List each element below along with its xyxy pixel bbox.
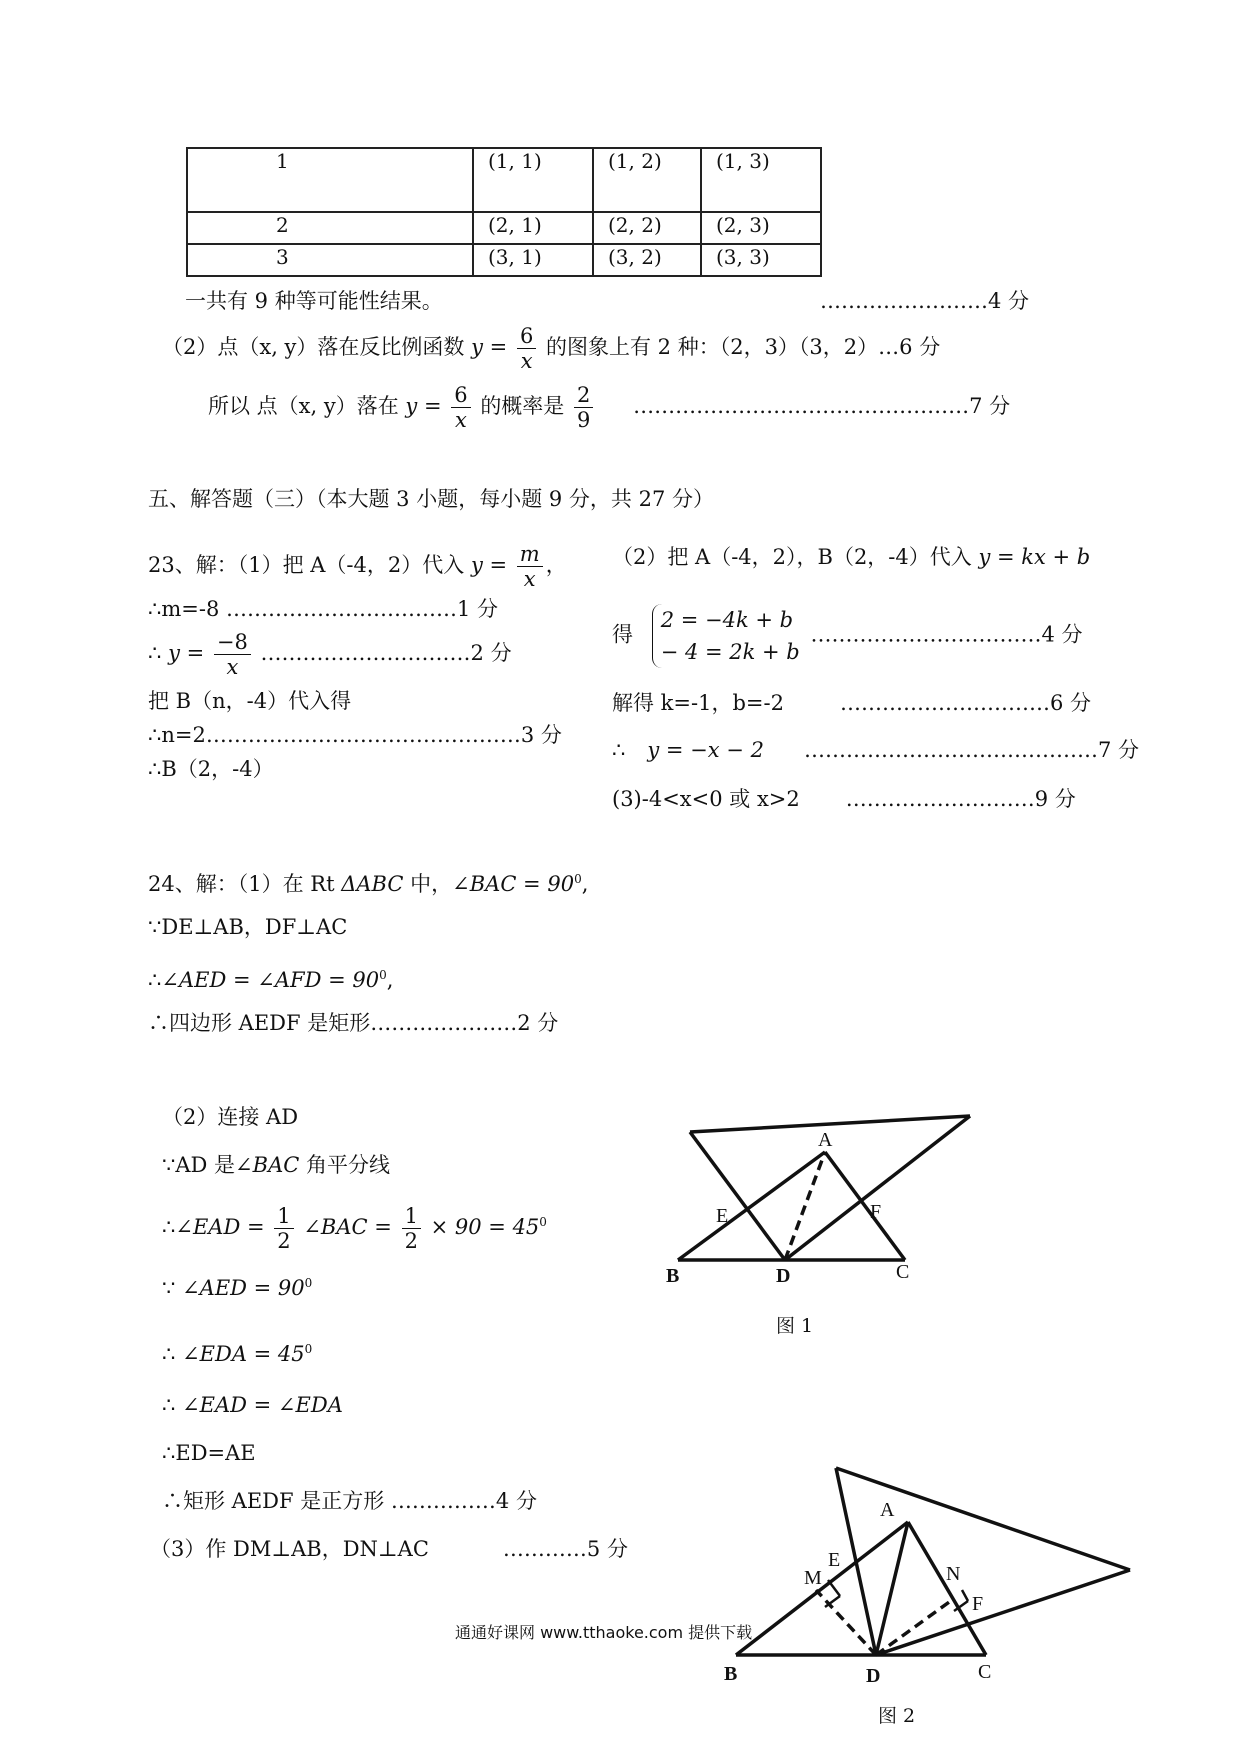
table-cell: (3, 3)	[701, 244, 821, 276]
point-label-d: D	[776, 1265, 791, 1287]
table-cell: (3, 1)	[473, 244, 593, 276]
point-label-b: B	[666, 1265, 680, 1287]
point-label-f: F	[870, 1201, 882, 1223]
figure-1-diagram	[660, 1110, 1000, 1340]
q24-part2-2: ∵AD 是∠BAC 角平分线	[162, 1153, 390, 1177]
q23-line-5: ∴n=2………………………………………3 分	[148, 723, 562, 747]
point-label-m: M	[804, 1567, 822, 1589]
q23-line-6: ∴B（2，-4）	[148, 757, 274, 781]
point-label-a: A	[818, 1129, 833, 1151]
point-label-c: C	[978, 1661, 992, 1683]
page-footer: 通通好课网 www.tthaoke.com 提供下载	[455, 1623, 753, 1642]
table-cell: (2, 2)	[593, 212, 701, 244]
q2-line: （2）点（x, y）落在反比例函数 y = $\frac{6}{x}$ 的图象上有 2 种：（2，3）（3，2）…6 分	[162, 324, 941, 373]
table-cell: 1	[187, 148, 473, 212]
point-label-e: E	[716, 1205, 729, 1227]
q24-part3: （3）作 DM⊥AB，DN⊥AC …………5 分	[150, 1537, 628, 1561]
table-cell: (2, 1)	[473, 212, 593, 244]
figure-2-caption: 图 2	[878, 1705, 916, 1727]
figure-2-diagram	[716, 1460, 1146, 1730]
q23-line-1: 23、解：（1）把 A（-4，2）代入 y = $\frac{m}{x}$ ，	[148, 542, 567, 591]
table-cell: (1, 3)	[701, 148, 821, 212]
q24-line-2: ∵DE⊥AB，DF⊥AC	[148, 915, 348, 939]
q23-right-1: （2）把 A（-4，2），B（2，-4）代入 y = kx + b	[612, 545, 1091, 569]
q23-line-3: ∴ y = $\frac{-8}{x}$ …………………………2 分	[148, 630, 512, 679]
total-outcomes-text: 一共有 9 种等可能性结果。	[185, 289, 443, 313]
q23-right-system: 得 2 = −4k + b − 4 = 2k + b ……………………………4 分	[612, 604, 1082, 668]
q24-line-4: ∴四边形 AEDF 是矩形…………………2 分	[148, 1011, 559, 1035]
q23-line-2: ∴m=-8 ……………………………1 分	[148, 597, 499, 621]
point-label-f: F	[972, 1593, 984, 1615]
point-label-n: N	[946, 1563, 961, 1585]
q24-line-1: 24、解：（1）在 Rt ΔABC 中，∠BAC = $90^0$,	[148, 872, 589, 896]
q24-line-3: ∴∠AED = ∠AFD = $90^0$,	[148, 968, 394, 992]
q23-right-3: 解得 k=-1，b=-2 …………………………6 分	[612, 691, 1091, 715]
q23-right-4: ∴ y = −x − 2 ……………………………………7 分	[612, 738, 1139, 762]
probability-line: 所以 点（x, y）落在 y = $\frac{6}{x}$ 的概率是 $\frac{2}{9}$ …………………………………………7 分	[208, 383, 1011, 432]
outcome-table	[186, 147, 822, 277]
point-label-d: D	[866, 1665, 881, 1687]
table-cell: 3	[187, 244, 473, 276]
table-cell: 2	[187, 212, 473, 244]
point-label-c: C	[896, 1261, 910, 1283]
q24-part2-7: ∴ED=AE	[162, 1441, 256, 1465]
q24-part2-3: ∴∠EAD = $\frac{1}{2}$ ∠BAC = $\frac{1}{2}$ × $90 = 45^0$	[162, 1204, 547, 1253]
table-cell: (1, 1)	[473, 148, 593, 212]
q23-right-5: (3)-4<x<0 或 x>2 ………………………9 分	[612, 787, 1076, 811]
point-label-b: B	[724, 1663, 738, 1685]
fraction-2-9: $\frac{2}{9}$	[574, 383, 593, 432]
figure-1-caption: 图 1	[776, 1315, 814, 1337]
q23-line-4: 把 B（n，-4）代入得	[148, 689, 352, 713]
fraction-6-x: $\frac{6}{x}$	[517, 324, 536, 373]
q24-part2-4: ∵ ∠AED = $90^0$	[162, 1276, 313, 1300]
section-heading: 五、解答题（三）（本大题 3 小题，每小题 9 分，共 27 分）	[148, 487, 714, 511]
score-4: ……………………4 分	[820, 289, 1030, 313]
q24-part2-1: （2）连接 AD	[162, 1105, 299, 1129]
fraction-6-x: $\frac{6}{x}$	[451, 383, 470, 432]
q24-part2-5: ∴ ∠EDA = $45^0$	[162, 1342, 313, 1366]
q24-part2-8: ∴矩形 AEDF 是正方形 ……………4 分	[162, 1489, 537, 1513]
table-cell: (2, 3)	[701, 212, 821, 244]
point-label-a: A	[880, 1499, 895, 1521]
q24-part2-6: ∴ ∠EAD = ∠EDA	[162, 1393, 343, 1417]
table-cell: (1, 2)	[593, 148, 701, 212]
table-cell: (3, 2)	[593, 244, 701, 276]
point-label-e: E	[828, 1549, 841, 1571]
